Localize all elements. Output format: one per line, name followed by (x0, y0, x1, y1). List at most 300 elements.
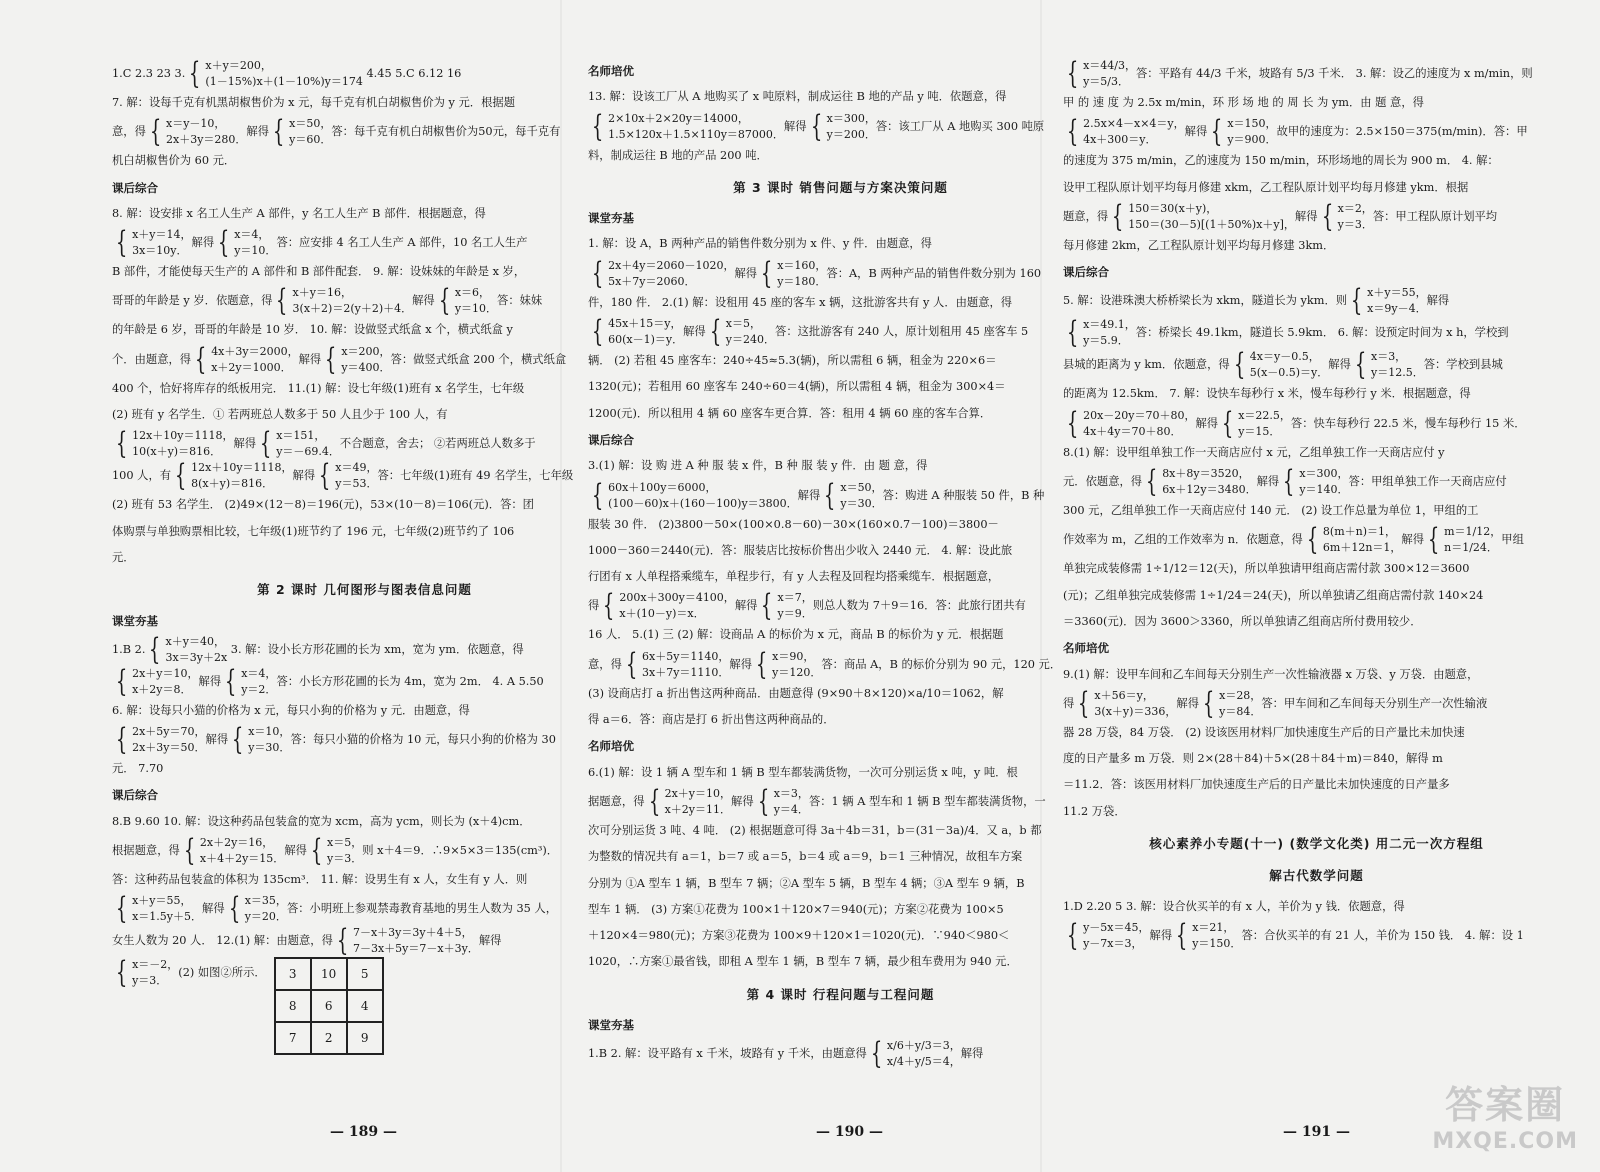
line-text: 答：七年级(1)班有 49 名学生，七年级 (377, 469, 574, 483)
equation: 2x＋3y＝50． (132, 741, 206, 755)
equation-system (272, 285, 412, 317)
grid-cell: 10 (311, 958, 347, 990)
equation: x＝49.1， (1083, 318, 1136, 332)
brace-icon: { (591, 479, 604, 512)
text-line (112, 58, 617, 90)
line-text: 解得 (246, 125, 270, 139)
equation: x＋y＝200， (205, 59, 272, 72)
line-text: 解得 (1149, 928, 1173, 942)
line-text: 题意，得 (1063, 209, 1109, 223)
text-line (1063, 609, 1570, 635)
text-line (1063, 90, 1570, 116)
line-text: 答：快车每秒行 22.5 米，慢车每秒行 15 米． (1290, 416, 1526, 430)
line-text: 设甲工程队原计划平均每月修建 xkm，乙工程队原计划平均每月修建 ykm．根据 (1063, 180, 1469, 194)
text-line (588, 84, 1093, 110)
brace-icon: { (325, 343, 337, 376)
line-text: 第 4 课时 行程问题与工程问题 (746, 986, 935, 1002)
line-text: 分别为 ①A 型车 1 辆，B 型车 7 辆；②A 型车 5 辆，B 型车 4 辆；③A 型车 9 辆，B (588, 876, 1025, 890)
line-text: 解得 (783, 119, 807, 133)
text-line (112, 925, 617, 957)
grid-cell: 7 (275, 1022, 311, 1054)
text-line (1063, 746, 1570, 772)
equation: 150＝(30－5)[(1＋50%)x＋y]， (1128, 217, 1295, 231)
text-line (588, 818, 1093, 844)
text-line (588, 290, 1093, 316)
equation: y＝15． (1238, 424, 1281, 438)
brace-icon: { (1066, 116, 1079, 149)
line-text: 解得 (729, 657, 753, 671)
equation: y＝10． (234, 244, 277, 258)
text-line (112, 116, 617, 148)
text-line (112, 428, 617, 460)
brace-icon: { (1283, 466, 1295, 499)
equation: y＝180． (777, 274, 827, 288)
text-line (1063, 720, 1570, 746)
line-text: 件，180 件． 2.(1) 解：设租用 45 座的客车 x 辆，这批游客共有 y 人．由题意，得 (588, 295, 1013, 309)
subsection-heading (1063, 259, 1570, 285)
text-line (588, 844, 1093, 870)
equation-system (1199, 688, 1261, 720)
text-line (588, 538, 1093, 564)
equation: y＝400． (341, 360, 391, 374)
text-line (112, 893, 617, 925)
equation-system (757, 258, 826, 290)
text-line (588, 316, 1093, 348)
brace-icon: { (625, 648, 638, 681)
grid-cell: 9 (347, 1022, 383, 1054)
line-text: 则 x＋4＝9．∴9×5×3＝135(cm³)． (362, 844, 559, 858)
line-text: 答：1 辆 A 型车和 1 辆 B 型车都装满货物，一 (808, 794, 1046, 808)
line-text: 得 (1063, 696, 1075, 710)
text-line (112, 698, 617, 724)
text-line (588, 564, 1093, 590)
text-line (112, 756, 617, 782)
equation-system (225, 893, 287, 925)
equation: 1.5×120x＋1.5×110y＝87000． (608, 127, 784, 141)
page-190-content (588, 58, 1093, 1070)
line-text: 16 人． 5.(1) 三 (2) 解：设商品 A 的标价为 x 元，商品 B 的标价为 y 元．根据题 (588, 628, 1004, 642)
equation-system (171, 460, 293, 492)
brace-icon: { (1066, 407, 1079, 440)
brace-icon: { (336, 925, 349, 958)
text-line (112, 344, 617, 376)
line-text: 答：每只小猫的价格为 10 元，每只小狗的价格为 30 (290, 733, 556, 747)
equation: x＝6， (454, 286, 491, 300)
line-text: 服装 30 件． (2)3800－50×(100×0.8－60)－30×(160×0.7－100)＝3800－ (588, 517, 999, 531)
equation-system (757, 590, 812, 622)
brace-icon: { (1306, 524, 1319, 557)
text-line (112, 201, 617, 227)
text-line (1063, 58, 1570, 90)
line-text: 答：学校到县城 (1423, 358, 1503, 372)
line-text: 度的日产量多 m 万袋．则 2×(28＋84)＋5×(28＋84＋m)＝840，解得 m (1063, 752, 1443, 766)
equation: x＝50， (289, 117, 332, 131)
equation: 2x＋3y＝280． (166, 133, 247, 147)
brace-icon: { (1078, 687, 1090, 720)
line-text: 400 个，恰好将库存的纸板用完． 11.(1) 解：设七年级(1)班有 x 名学生，七年级 (112, 381, 525, 395)
equation: y＝240． (725, 333, 776, 347)
line-text: 解得 (1328, 358, 1351, 372)
line-text: 辆． (2) 若租 45 座客车：240÷45≈5.3(辆)，所以需租 6 辆，租金为 220×6＝ (588, 354, 997, 368)
equation-system (112, 666, 199, 698)
equation: x＝9y－4． (1367, 302, 1427, 316)
line-text: 1.B 2. (112, 642, 146, 656)
equation: y＝12.5． (1370, 366, 1424, 380)
line-text: 据题意，得 (588, 794, 645, 808)
equation: y－7x＝3， (1083, 936, 1143, 950)
equation: 6m＋12n＝1， (1322, 541, 1402, 555)
text-line (1063, 583, 1570, 609)
equation: y＝5.9． (1083, 334, 1129, 348)
line-text: 解得 (298, 352, 322, 366)
text-line (1063, 381, 1570, 407)
equation: 3x＝10y． (132, 244, 188, 258)
equation-system (1063, 920, 1150, 952)
line-text: 作效率为 m，乙组的工作效率为 n．依题意，得 (1063, 533, 1303, 547)
brace-icon: { (310, 835, 323, 868)
line-text: 答：平路有 44/3 千米，坡路有 5/3 千米． 3. 解：设乙的速度为 x m/min，则 (1136, 67, 1533, 80)
equation-system (214, 227, 276, 259)
text-line (588, 760, 1093, 786)
text-line (1063, 894, 1570, 920)
equation: 12x＋10y＝1118， (191, 461, 293, 475)
line-text: 100 人，有 (112, 469, 172, 483)
line-text: 第 2 课时 几何图形与图表信息问题 (257, 582, 472, 598)
brace-icon: { (1354, 349, 1367, 382)
line-text: 课后综合 (588, 432, 634, 447)
equation: x＝22.5， (1238, 408, 1291, 422)
equation: y＝3． (327, 852, 363, 866)
equation: x＝2， (1337, 201, 1373, 215)
line-text: 体购票与单独购票相比较，七年级(1)班节约了 196 元，七年级(2)班节约了 106 (112, 524, 515, 538)
page-number-189: — 189 — (330, 1124, 397, 1140)
equation: x＝5， (725, 317, 761, 331)
subsection-heading (588, 58, 1093, 84)
equation: y＝140． (1299, 483, 1349, 497)
text-line (112, 376, 617, 402)
equation-system (112, 428, 234, 460)
equation: m＝1/12， (1444, 525, 1502, 539)
brace-icon: { (648, 785, 660, 818)
line-text: 的速度为 375 m/min，乙的速度为 150 m/min，环形场地的周长为 900 m． 4. 解： (1063, 154, 1499, 168)
brace-icon: { (1233, 349, 1245, 382)
equation: x＝90， (772, 649, 815, 663)
equation-system (1424, 524, 1501, 556)
equation: x/6＋y/3＝3， (886, 1039, 961, 1053)
text-line (112, 634, 617, 666)
line-text: 6.(1) 解：设 1 辆 A 型车和 1 辆 B 型车都装满货物，一次可分别运货 x 吨，y 吨．根 (588, 765, 1018, 779)
brace-icon: { (318, 460, 331, 493)
equation: 3x＝3y＋2x (165, 650, 228, 664)
line-text: 元．依题意，得 (1063, 475, 1143, 489)
text-line (112, 867, 617, 893)
brace-icon: { (149, 116, 162, 149)
equation: (100－60)x＋(160－100)y＝3800． (608, 496, 798, 510)
line-text: 解得 (731, 794, 754, 808)
equation: x＝21， (1192, 920, 1235, 934)
text-line (588, 480, 1093, 512)
grid-cell: 3 (275, 958, 311, 990)
line-text: B 部件，才能使每天生产的 A 部件和 B 部件配套． 9. 解：设妹妹的年龄是 x 岁， (112, 265, 526, 279)
text-line (588, 111, 1093, 143)
text-line (112, 317, 617, 343)
equation: 10(x＋y)＝816． (132, 445, 222, 459)
equation-system (256, 428, 340, 460)
equation: 2×10x＋2×20y＝14000， (608, 111, 749, 125)
equation: y＝9． (777, 607, 813, 621)
equation-system (1063, 408, 1196, 440)
equation: x＋56＝y， (1094, 688, 1154, 702)
equation-system (1207, 116, 1276, 148)
brace-icon: { (761, 590, 773, 623)
equation-system (588, 480, 798, 512)
brace-icon: { (259, 428, 272, 461)
text-line (588, 590, 1093, 622)
equation: 6x＋12y＝3480． (1162, 483, 1257, 497)
brace-icon: { (1145, 466, 1158, 499)
line-text: 解得 (1401, 533, 1425, 547)
equation: x＋y＝40， (165, 634, 225, 648)
text-line (588, 231, 1093, 257)
line-text: ＝11.2．答：该医用材料厂加快速度生产后的日产量比未加快速度的日产量多 (1063, 778, 1450, 792)
equation-system (588, 258, 735, 290)
equation: x＝50， (840, 480, 883, 494)
line-text: (元)；乙组单独完成装修需 1÷1/24＝24(天)，所以单独请乙组商店需付款 140×24 (1063, 588, 1484, 602)
equation: x＋2y＝8． (132, 682, 192, 696)
text-line (1063, 175, 1570, 201)
text-line (1063, 920, 1570, 952)
text-line (588, 258, 1093, 290)
line-text: 1.C 2.3 23 3. (112, 67, 186, 80)
line-text: 1000－360＝2440(元)．答：服装店比按标价售出少收入 2440 元． 4. 解：设此旅 (588, 543, 1013, 557)
equation-system (706, 316, 775, 348)
line-text: 核心素养小专题(十一) (数学文化类) 用二元一次方程组 (1149, 836, 1484, 852)
section-title (1063, 863, 1570, 889)
brace-icon: { (115, 428, 128, 461)
line-text: 名师培优 (1063, 641, 1109, 656)
brace-icon: { (591, 110, 604, 143)
equation: 7－3x＋5y＝7－x＋3y． (352, 942, 479, 956)
line-text: 答：桥梁长 49.1km，隧道长 5.9km． 6. 解：设预定时间为 x h，学校到 (1135, 326, 1509, 340)
line-text: 课后综合 (1063, 265, 1109, 280)
equation-system (752, 649, 821, 681)
text-line (112, 957, 617, 1055)
brace-icon: { (438, 285, 450, 318)
text-line (1063, 317, 1570, 349)
equation-system (1074, 688, 1176, 720)
equation: 3(x＋y)＝336， (1094, 704, 1177, 718)
text-line (1063, 466, 1570, 498)
line-text: 1320(元)；若租用 60 座客车 240÷60＝4(辆)，所以需租 4 辆，租金为 300×4＝ (588, 380, 1006, 394)
line-text: (2) 班有 53 名学生． (2)49×(12－8)＝196(元)，53×(10－8)＝106(元)．答：团 (112, 498, 534, 512)
equation-system (145, 634, 227, 666)
line-text: 7. 解：设每千克有机黑胡椒售价为 x 元，每千克有机白胡椒售价为 y 元．根据题 (112, 96, 515, 109)
brace-icon: { (194, 343, 207, 376)
line-text: 的年龄是 6 岁，哥哥的年龄是 10 岁． 10. 解：设做竖式纸盒 x 个，横式纸盒 y (112, 323, 513, 337)
equation: 20x－20y＝70＋80， (1083, 408, 1196, 422)
line-text: 9.(1) 解：设甲车间和乙车间每天分别生产一次性输液器 x 万袋、y 万袋．由题意， (1063, 667, 1479, 681)
line-text: 答：合伙买羊的有 21 人，羊价为 150 钱． 4. 解：设 1 (1241, 928, 1524, 942)
brace-icon: { (228, 893, 240, 926)
text-line (112, 402, 617, 428)
text-line (112, 259, 617, 285)
equation: x＝7， (777, 591, 813, 605)
text-line (1063, 662, 1570, 688)
line-text: 课后综合 (112, 788, 158, 803)
brace-icon: { (1202, 687, 1215, 720)
line-text: 机白胡椒售价为 60 元． (112, 154, 236, 168)
brace-icon: { (1066, 317, 1079, 350)
equation-system (599, 590, 735, 622)
line-text: 县城的距离为 y km．依题意，得 (1063, 358, 1230, 372)
text-line (588, 143, 1093, 169)
line-text: 不合题意，舍去； ②若两班总人数多于 (339, 437, 536, 451)
section-title (112, 577, 617, 603)
equation: y＝150． (1192, 936, 1242, 950)
brace-icon: { (1066, 919, 1079, 952)
line-text: 300 元，乙组单独工作一天商店应付 140 元． (2) 设工作总量为单位 1，甲组的工 (1063, 504, 1479, 518)
equation-system (1318, 201, 1373, 233)
subsection-heading (112, 175, 617, 201)
line-text: 行团有 x 人单程搭乘缆车，单程步行，有 y 人去程及回程均搭乘缆车．根据题意， (588, 570, 1000, 584)
equation: y＝200． (826, 127, 876, 141)
line-text: 名师培优 (588, 739, 634, 754)
line-text: (2) 如图②所示． (178, 966, 266, 980)
brace-icon: { (217, 227, 230, 260)
watermark-logo: 答案圈 MXQE.COM (1432, 1083, 1578, 1154)
text-line (1063, 349, 1570, 381)
brace-icon: { (115, 665, 128, 698)
line-text: 6. 解：设每只小猫的价格为 x 元，每只小狗的价格为 y 元．由题意，得 (112, 703, 470, 717)
line-text: 1.D 2.20 5 3. 解：设合伙买羊的有 x 人，羊价为 y 钱．依题意，得 (1063, 899, 1405, 913)
line-text: 答：商品 A，B 的标价分别为 90 元，120 元． (821, 657, 1062, 671)
text-line (112, 809, 617, 835)
brace-icon: { (174, 460, 187, 493)
line-text: 哥哥的年龄是 y 岁．依题意，得 (112, 294, 273, 308)
equation-system (307, 835, 362, 867)
line-text: 意，得 (112, 125, 146, 139)
text-line (112, 148, 617, 174)
equation: y＝84． (1219, 704, 1262, 718)
line-text: 元． 7.70 (112, 762, 164, 776)
brace-icon: { (231, 724, 244, 757)
equation: 6x＋5y＝1140， (642, 649, 730, 663)
equation: x/4＋y/5＝4， (886, 1055, 961, 1069)
brace-icon: { (115, 893, 128, 926)
line-text: 为整数的情况共有 a＝1，b＝7 或 a＝5，b＝4 或 a＝9，b＝1 三种情况，故租车方案 (588, 850, 1023, 864)
line-text: 意，得 (588, 657, 622, 671)
brace-icon: { (755, 648, 768, 681)
equation: x＝4， (234, 228, 270, 242)
equation: 8(m＋n)＝1， (1322, 525, 1397, 539)
equation-system (1230, 349, 1329, 381)
brace-icon: { (183, 835, 196, 868)
line-text: 女生人数为 20 人． 12.(1) 解：由题意，得 (112, 934, 333, 948)
equation: y＝20． (244, 910, 287, 924)
text-line (588, 401, 1093, 427)
equation-system (1172, 920, 1241, 952)
equation: x＝y－10， (166, 117, 226, 131)
text-line (588, 622, 1093, 648)
text-line (588, 871, 1093, 897)
page-number-190: — 190 — (816, 1124, 883, 1140)
equation-system (185, 58, 363, 90)
subsection-heading (588, 733, 1093, 759)
brace-icon: { (810, 110, 822, 143)
equation: x＝35， (244, 894, 287, 908)
section-title (1063, 831, 1570, 857)
equation: 60(x－1)＝y． (608, 333, 684, 347)
equation: x＝5， (327, 836, 363, 850)
equation: y＝4． (773, 802, 809, 816)
text-line (588, 707, 1093, 733)
equation-system (180, 835, 285, 867)
equation-system (1279, 466, 1348, 498)
equation: y＝2． (241, 682, 277, 696)
subsection-heading (112, 782, 617, 808)
line-text: 解得 (683, 325, 706, 339)
equation: x＝200， (341, 344, 391, 358)
line-text: 甲 的 速 度 为 2.5x m/min，环 形 场 地 的 周 长 为 ym．由 题 意，得 (1063, 96, 1424, 109)
equation: 150＝30(x＋y)， (1128, 201, 1218, 215)
equation: x＋2y＝11． (664, 802, 732, 816)
line-text: 次可分别运货 3 吨、4 吨． (2) 根据题意可得 3a＋4b＝31，b＝(31－3a)/4．又 a，b 都 (588, 823, 1042, 837)
equation: 7－x＋3y＝3y＋4＋5， (352, 926, 473, 940)
equation-system (112, 957, 178, 989)
line-text: 得 (588, 599, 600, 613)
line-text: 答：甲车间和乙车间每天分别生产一次性输液 (1261, 696, 1488, 710)
line-text: 5. 解：设港珠澳大桥桥梁长为 xkm，隧道长为 ykm．则 (1063, 294, 1348, 308)
text-line (1063, 440, 1570, 466)
equation: 2.5x×4－x×4＝y， (1083, 117, 1185, 131)
text-line (112, 724, 617, 756)
brace-icon: { (115, 724, 128, 757)
equation: x＋(10－y)＝x． (619, 607, 705, 621)
line-text: 每月修建 2km，乙工程队原计划平均每月修建 3km． (1063, 238, 1335, 252)
grid-cell: 2 (311, 1022, 347, 1054)
line-text: 解得 (233, 437, 257, 451)
line-text: 答：甲组单独工作一天商店应付 (1348, 475, 1507, 489)
text-line (588, 512, 1093, 538)
equation: 2x＋2y＝16， (199, 836, 274, 850)
equation: 200x＋300y＝4100， (619, 591, 735, 605)
line-text: 解得 (960, 1047, 984, 1061)
brace-icon: { (1221, 407, 1234, 440)
equation: y＝－69.4． (276, 445, 340, 459)
line-text: 1020，∴方案①最省钱，即租 A 型车 1 辆，B 型车 7 辆，最少租车费用为 940 元． (588, 955, 1018, 969)
line-text: 3. 解：设小长方形花圃的长为 xm，宽为 ym．依题意，得 (227, 642, 524, 656)
line-text: 答：该工厂从 A 地购买 300 吨原 (875, 119, 1045, 133)
line-text: 则总人数为 7＋9＝16．答：此旅行团共有 (812, 599, 1026, 613)
line-text: 器 28 万袋，84 万袋． (2) 设该医用材料厂加快速度生产后的日产量比未加快速 (1063, 725, 1465, 739)
line-text: 答：小长方形花圃的长为 4m，宽为 2m． 4. A 5.50 (276, 674, 544, 688)
brace-icon: { (149, 633, 161, 666)
text-line (1063, 408, 1570, 440)
line-text: ＋120×4＝980(元)；方案③花费为 100×9＋120×1＝1020(元)．∵940＜980＜ (588, 929, 1010, 943)
equation: 4x＋300＝y． (1083, 133, 1157, 147)
equation: 2x＋4y＝2060－1020， (608, 258, 735, 272)
text-line (112, 460, 617, 492)
line-text: 课堂夯基 (588, 211, 634, 226)
line-text: 解得 (1184, 125, 1208, 139)
grid-cell: 5 (347, 958, 383, 990)
subsection-heading (112, 608, 617, 634)
line-text: 1200(元)．所以租用 4 辆 60 座客车更合算．答：租用 4 辆 60 座的客车合算． (588, 406, 992, 420)
line-text: 课后综合 (112, 180, 158, 195)
equation: x＝160， (777, 258, 827, 272)
equation: x＋4＋2y＝15． (199, 852, 285, 866)
text-line (1063, 799, 1570, 825)
